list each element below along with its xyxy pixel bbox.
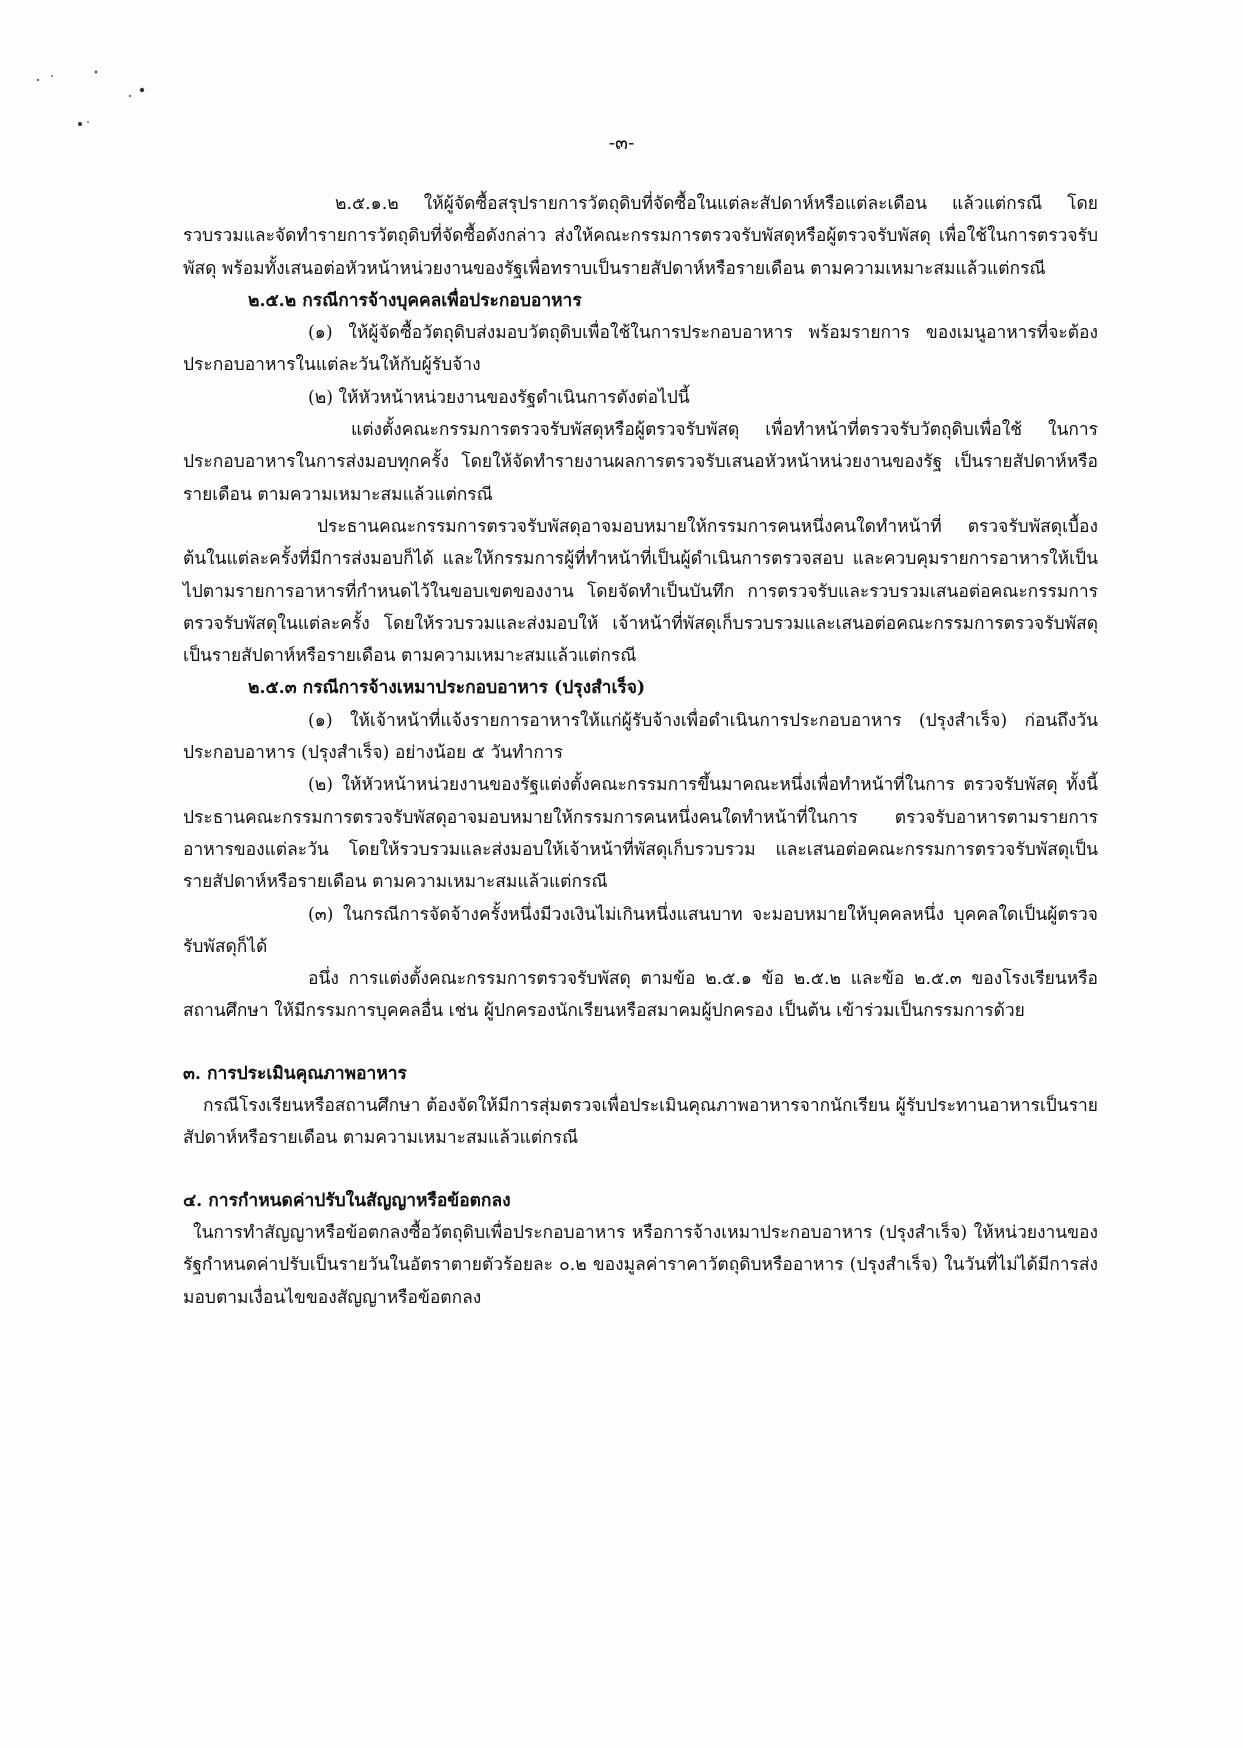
heading-section-3: ๓. การประเมินคุณภาพอาหาร <box>183 1063 407 1084</box>
paragraph-committee-chair: ประธานคณะกรรมการตรวจรับพัสดุอาจมอบหมายให้กรรมการคนหนึ่งคนใดทำหน้าที่ ตรวจรับพัสดุเบื้องต้นในแต่ละครั้งที่มีการส่งมอบก็ได้ และให้กรรมการผู้ที่ทำหน้าที่เป็นผู้ดำเนินการตรวจสอบ และควบคุมรายการอาหารให้เป็นไปตามรายการอาหารที่กำหนดไว้ในขอบเขตของงาน โดยจัดทำเป็นบันทึก การตรวจรับและรวบรวมเสนอต่อคณะกรรมการตรวจรับพัสดุในแต่ละครั้ง โดยให้รวบรวมและส่งมอบให้ เจ้าหน้าที่พัสดุเก็บรวบรวมและเสนอต่อคณะกรรมการตรวจรับพัสดุเป็นรายสัปดาห์หรือรายเดือน ตามความเหมาะสมแล้วแต่กรณี <box>183 516 1098 667</box>
paragraph-2-5-3-item-3: (๓) ในกรณีการจัดจ้างครั้งหนึ่งมีวงเงินไม่เกินหนึ่งแสนบาท จะมอบหมายให้บุคคลหนึ่ง บุคคลใดเป็นผู้ตรวจรับพัสดุก็ได้ <box>183 904 1098 957</box>
heading-2-5-2: ๒.๕.๒ กรณีการจ้างบุคคลเพื่อประกอบอาหาร <box>248 290 582 311</box>
paragraph-section-3: กรณีโรงเรียนหรือสถานศึกษา ต้องจัดให้มีการสุ่มตรวจเพื่อประเมินคุณภาพอาหารจากนักเรียน ผู้รับประทานอาหารเป็นรายสัปดาห์หรือรายเดือน ตามความเหมาะสมแล้วแต่กรณี <box>183 1096 1098 1149</box>
paragraph-2-5-2-item-2: (๒) ให้หัวหน้าหน่วยงานของรัฐดำเนินการดังต่อไปนี้ <box>308 387 690 408</box>
document-body <box>183 188 1098 1314</box>
paragraph-section-4: ในการทำสัญญาหรือข้อตกลงซื้อวัตถุดิบเพื่อประกอบอาหาร หรือการจ้างเหมาประกอบอาหาร (ปรุงสำเร็จ) ให้หน่วยงานของรัฐกำหนดค่าปรับเป็นรายวันในอัตราตายตัวร้อยละ ๐.๒ ของมูลค่าราคาวัตถุดิบหรืออาหาร (ปรุงสำเร็จ) ในวันที่ไม่ได้มีการส่งมอบตามเงื่อนไขของสัญญาหรือข้อตกลง <box>183 1222 1098 1308</box>
heading-section-4: ๔. การกำหนดค่าปรับในสัญญาหรือข้อตกลง <box>183 1190 511 1211</box>
heading-2-5-3: ๒.๕.๓ กรณีการจ้างเหมาประกอบอาหาร (ปรุงสำเร็จ) <box>248 678 646 699</box>
paragraph-2-5-3-item-1: (๑) ให้เจ้าหน้าที่แจ้งรายการอาหารให้แก่ผู้รับจ้างเพื่อดำเนินการประกอบอาหาร (ปรุงสำเร็จ) ก่อนถึงวันประกอบอาหาร (ปรุงสำเร็จ) อย่างน้อย ๕ วันทำการ <box>183 710 1098 764</box>
paragraph-appoint-committee: แต่งตั้งคณะกรรมการตรวจรับพัสดุหรือผู้ตรวจรับพัสดุ เพื่อทำหน้าที่ตรวจรับวัตถุดิบเพื่อใช้ ในการประกอบอาหารในการส่งมอบทุกครั้ง โดยให้จัดทำรายงานผลการตรวจรับเสนอหัวหน้าหน่วยงานของรัฐ เป็นรายสัปดาห์หรือรายเดือน ตามความเหมาะสมแล้วแต่กรณี <box>183 420 1098 505</box>
paragraph-2-5-1-2: ๒.๕.๑.๒ ให้ผู้จัดซื้อสรุปรายการวัตถุดิบที่จัดซื้อในแต่ละสัปดาห์หรือแต่ละเดือน แล้วแต่กรณี โดยรวบรวมและจัดทำรายการวัตถุดิบที่จัดซื้อดังกล่าว ส่งให้คณะกรรมการตรวจรับพัสดุหรือผู้ตรวจรับพัสดุ เพื่อใช้ในการตรวจรับพัสดุ พร้อมทั้งเสนอต่อหัวหน้าหน่วยงานของรัฐเพื่อทราบเป็นรายสัปดาห์หรือรายเดือน ตามความเหมาะสมแล้วแต่กรณี <box>183 194 1098 279</box>
page-number: -๓- <box>608 132 635 154</box>
paragraph-2-5-3-item-2: (๒) ให้หัวหน้าหน่วยงานของรัฐแต่งตั้งคณะกรรมการขึ้นมาคณะหนึ่งเพื่อทำหน้าที่ในการ ตรวจรับพัสดุ ทั้งนี้ ประธานคณะกรรมการตรวจรับพัสดุอาจมอบหมายให้กรรมการคนหนึ่งคนใดทำหน้าที่ในการ ตรวจรับอาหารตามรายการอาหารของแต่ละวัน โดยให้รวบรวมและส่งมอบให้เจ้าหน้าที่พัสดุเก็บรวบรวม และเสนอต่อคณะกรรมการตรวจรับพัสดุเป็นรายสัปดาห์หรือรายเดือน ตามความเหมาะสมแล้วแต่กรณี <box>183 775 1098 893</box>
paragraph-note: อนึ่ง การแต่งตั้งคณะกรรมการตรวจรับพัสดุ ตามข้อ ๒.๕.๑ ข้อ ๒.๕.๒ และข้อ ๒.๕.๓ ของโรงเรียนหรือสถานศึกษา ให้มีกรรมการบุคคลอื่น เช่น ผู้ปกครองนักเรียนหรือสมาคมผู้ปกครอง เป็นต้น เข้าร่วมเป็นกรรมการด้วย <box>183 969 1098 1022</box>
paragraph-2-5-2-item-1: (๑) ให้ผู้จัดซื้อวัตถุดิบส่งมอบวัตถุดิบเพื่อใช้ในการประกอบอาหาร พร้อมรายการ ของเมนูอาหารที่จะต้องประกอบอาหารในแต่ละวันให้กับผู้รับจ้าง <box>183 323 1098 376</box>
